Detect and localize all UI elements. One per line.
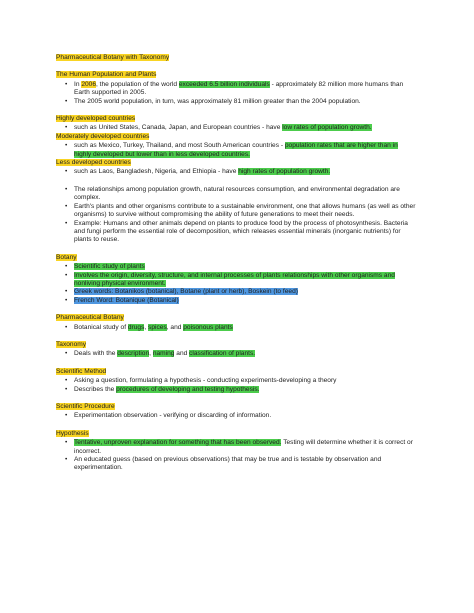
scientific-procedure-section (56, 403, 416, 421)
list-item: • An educated guess (based on previous observations) that may be true and is testable by observation and experimentation. (74, 456, 416, 473)
highlighted-text: description (117, 350, 150, 358)
text: In (74, 80, 82, 88)
bullet-list (56, 186, 416, 245)
list-item (74, 124, 416, 132)
highlighted-text: procedures of developing and testing hypothesis. (116, 385, 260, 393)
text: Testing will determine whether it is correct or incorrect. (74, 439, 413, 455)
bullet-list (56, 124, 416, 132)
list-item: • Example: Humans and other animals depend on plants to produce food by the process of photosynthesis. Bacteria and fungi perform the essential role of decomposition, which releases essential minerals (inorganic nutrients) for plants to reuse. (74, 220, 416, 245)
document-body (56, 54, 416, 473)
list-item (74, 288, 416, 296)
list-item (74, 142, 416, 159)
section-heading: Scientific Method (56, 367, 107, 375)
section-heading: The Human Population and Plants (56, 71, 157, 79)
text: such as Laos, Bangladesh, Nigeria, and Ethiopia - have (74, 168, 239, 176)
section-heading: Hypothesis (56, 429, 89, 437)
bullet-list (56, 439, 416, 473)
highlighted-text: population rates that are higher than in highly developed but lower than in less developed countries. (74, 142, 398, 158)
list-item: • Experimentation observation - verifying or discarding of information. (74, 412, 416, 420)
list-item: • The 2005 world population, in turn, was approximately 81 million greater than the 2004 population. (74, 98, 416, 106)
list-item (74, 168, 416, 176)
list-item: • Earth's plants and other organisms contribute to a sustainable environment, one that allows humans (as well as other organisms) to survive without compromising the ability of future generations to meet their needs. (74, 203, 416, 220)
highlighted-text: naming (152, 350, 175, 358)
bullet-list (56, 168, 416, 176)
highlighted-text: low rates of population growth. (282, 124, 372, 132)
list-item (74, 272, 416, 289)
highlighted-text: 2006 (81, 80, 97, 88)
section-heading: Less developed countries (56, 159, 131, 167)
text: - approximately 82 million more humans than Earth supported in 2005. (74, 80, 404, 97)
list-item (74, 386, 416, 394)
highlighted-text: Greek words: Botanikos (botanical), Botane (plant or herb), Boskein (to feed) (74, 288, 298, 296)
less-developed-section (56, 159, 416, 245)
taxonomy-section (56, 341, 416, 359)
text: , the population of the world (96, 80, 179, 88)
highlighted-text: poisonous plants (183, 323, 233, 331)
list-item (74, 350, 416, 358)
text: , (149, 350, 153, 358)
scientific-method-section (56, 368, 416, 394)
list-item (74, 439, 416, 456)
bullet-list (56, 412, 416, 420)
text: Botanical study of (74, 323, 128, 331)
text: and (174, 350, 190, 358)
text: Deals with the (74, 350, 118, 358)
text: , (144, 323, 149, 331)
hypothesis-section (56, 430, 416, 473)
highlighted-text: classification of plants. (189, 350, 256, 358)
list-item (74, 324, 416, 332)
list-item (74, 263, 416, 271)
text: such as United States, Canada, Japan, and European countries - have (74, 124, 283, 132)
section-heading: Pharmaceutical Botany (56, 314, 124, 322)
human-population-section (56, 71, 416, 106)
bullet-list (56, 81, 416, 106)
bullet-list (56, 377, 416, 394)
bullet-list (56, 142, 416, 159)
highlighted-text: exceeded 6.5 billion individuals (178, 80, 270, 88)
text: Describes the (74, 385, 117, 393)
section-heading: Highly developed countries (56, 115, 136, 123)
moderately-developed-section (56, 133, 416, 159)
bullet-list (56, 350, 416, 358)
botany-section (56, 254, 416, 305)
highlighted-text: Scientific study of plants (74, 263, 145, 271)
section-heading: Botany (56, 253, 77, 261)
list-item: • Asking a question, formulating a hypothesis - conducting experiments-developing a theory (74, 377, 416, 385)
list-item (74, 81, 416, 98)
highlighted-text: high rates of population growth. (238, 168, 331, 176)
section-heading: Moderately developed countries (56, 132, 150, 140)
text: such as Mexico, Turkey, Thailand, and most South American countries - (74, 142, 285, 150)
pharmaceutical-botany-section (56, 314, 416, 332)
list-item: • The relationships among population growth, natural resources consumption, and environmental degradation are complex. (74, 186, 416, 203)
document-title: Pharmaceutical Botany with Taxonomy (56, 54, 170, 61)
highlighted-text: drugs (127, 323, 145, 331)
title-section (56, 54, 416, 62)
bullet-list (56, 263, 416, 305)
bullet-list (56, 324, 416, 332)
text: , and (166, 323, 184, 331)
highlighted-text: Involves the origin, diversity, structure, and internal processes of plants relationships with other organisms and nonliving physical environment. (74, 271, 395, 287)
list-item (74, 297, 416, 305)
highlighted-text: Tentative, unproven explanation for something that has been observed. (74, 439, 282, 447)
highly-developed-section (56, 115, 416, 133)
highlighted-text: French Word: Botanique (Botanical) (74, 296, 179, 304)
section-heading: Taxonomy (56, 340, 87, 348)
section-heading: Scientific Procedure (56, 403, 115, 410)
highlighted-text: spices (148, 323, 167, 331)
